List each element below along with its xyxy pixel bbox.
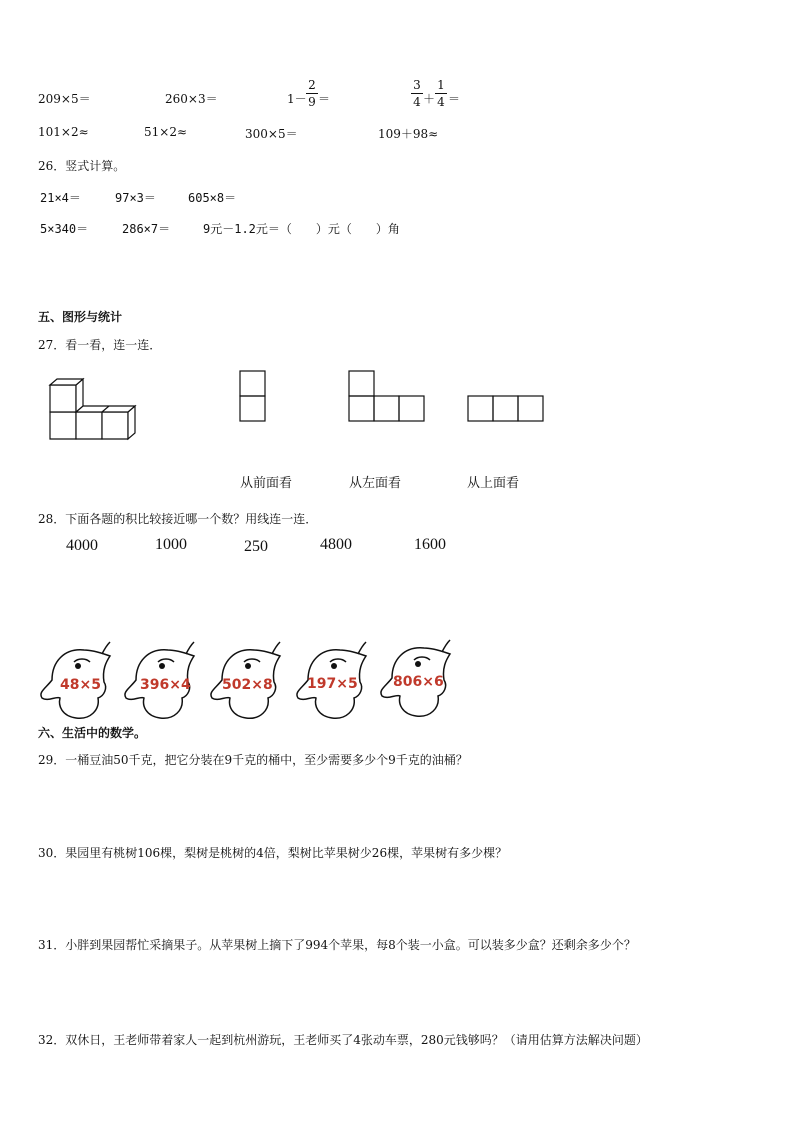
calc-1-4-eq: ＝ (448, 92, 461, 106)
expression-502x8: 502×8 (222, 677, 273, 693)
q30-text: 30．果园里有桃树106棵，梨树是桃树的4倍，梨树比苹果树少26棵，苹果树有多少棵？ (38, 846, 508, 860)
number-1000: 1000 (155, 536, 187, 553)
view-grid-l-shape (348, 370, 428, 424)
number-4000: 4000 (66, 537, 98, 554)
fraction-1-4: 1 4 (435, 78, 447, 109)
q29-text: 29．一桶豆油50千克，把它分装在9千克的桶中，至少需要多少个9千克的油桶？ (38, 753, 468, 767)
calc-2-4: 109＋98≈ (378, 127, 439, 141)
q28-title: 28．下面各题的积比较接近哪一个数？用线连一连． (38, 512, 318, 526)
fraction-2-9: 2 9 (306, 78, 318, 109)
number-4800: 4800 (320, 536, 352, 553)
expression-806x6: 806×6 (393, 674, 444, 690)
section-6-heading: 六、生活中的数学。 (38, 726, 147, 740)
view-grid-horizontal (467, 395, 547, 424)
fraction-3-4: 3 4 (411, 78, 423, 109)
q31-text: 31．小胖到果园帮忙采摘果子。从苹果树上摘下了994个苹果，每8个装一小盒。可以装多少盒？还剩余多少个？ (38, 938, 636, 952)
q32-text: 32．双休日，王老师带着家人一起到杭州游玩，王老师买了4张动车票，280元钱够吗？（请用估算方法解决问题） (38, 1033, 648, 1047)
q27-title: 27．看一看，连一连． (38, 338, 162, 352)
calc-1-1: 209×5＝ (38, 92, 91, 106)
expression-197x5: 197×5 (307, 676, 358, 692)
label-front-view: 从前面看 (240, 476, 293, 491)
calc-1-3-eq: ＝ (318, 92, 331, 106)
calc-1-2: 260×3＝ (165, 92, 218, 106)
view-grid-vertical (239, 370, 267, 424)
plus-sign: ＋ (423, 92, 436, 106)
calc-2-2: 51×2≈ (144, 125, 188, 139)
calc-2-1: 101×2≈ (38, 125, 89, 139)
expression-48x5: 48×5 (60, 677, 101, 693)
q26-title: 26．竖式计算。 (38, 159, 126, 173)
calc-2-3: 300×5＝ (245, 127, 298, 141)
expression-396x4: 396×4 (140, 677, 191, 693)
q26-item-2: 97×3＝ (115, 191, 156, 205)
q26-item-3: 605×8＝ (188, 191, 237, 205)
q26-item-6: 9元－1.2元＝（ ）元（ ）角 (203, 222, 400, 236)
calc-1-3-prefix: 1－ (287, 92, 307, 106)
q26-item-4: 5×340＝ (40, 222, 89, 236)
number-1600: 1600 (414, 536, 446, 553)
section-5-heading: 五、图形与统计 (38, 310, 123, 324)
label-left-view: 从左面看 (349, 476, 402, 491)
q26-item-5: 286×7＝ (122, 222, 171, 236)
number-250: 250 (244, 538, 268, 555)
q26-item-1: 21×4＝ (40, 191, 81, 205)
cube-stack-figure (48, 376, 138, 442)
label-top-view: 从上面看 (467, 476, 520, 491)
